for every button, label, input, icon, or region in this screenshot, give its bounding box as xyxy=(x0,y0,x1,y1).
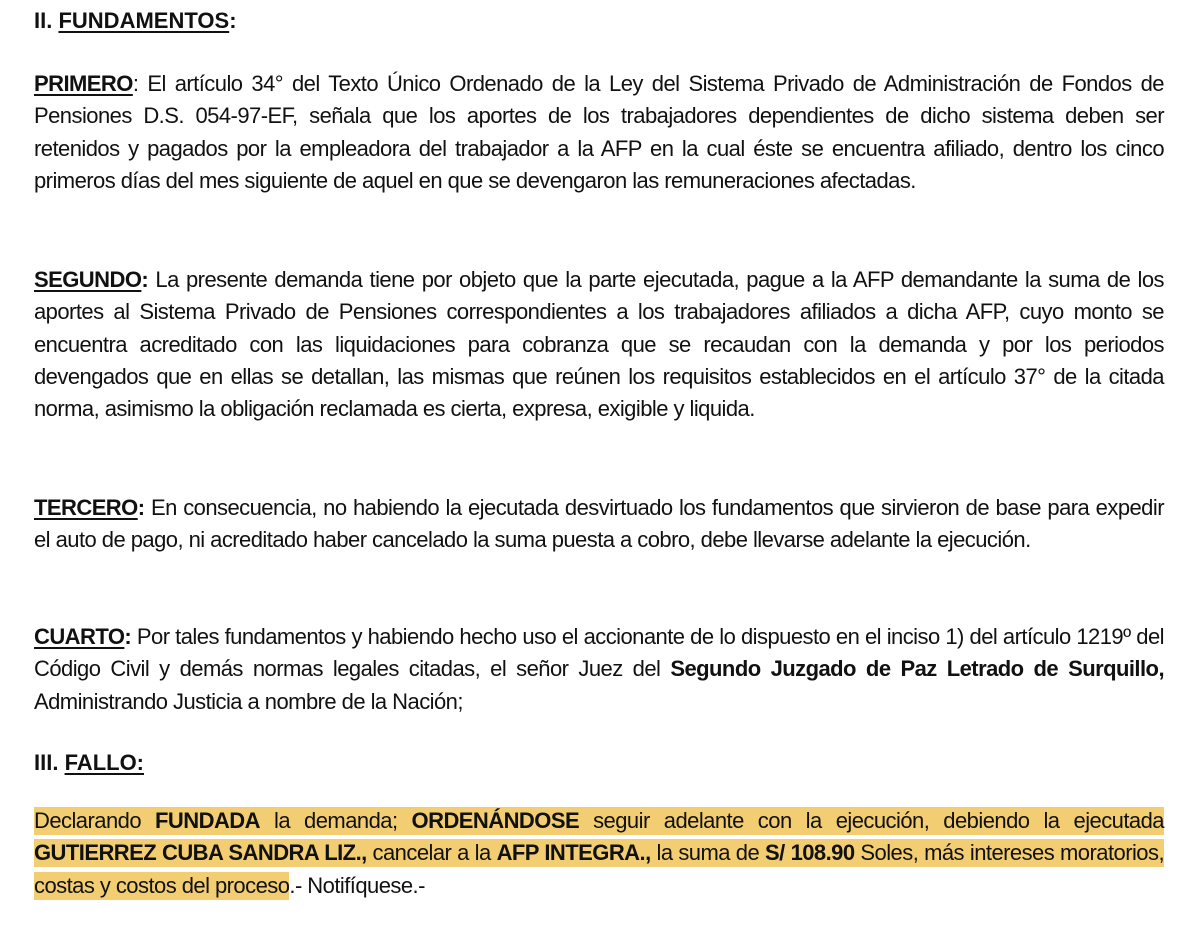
section-heading-fundamentos xyxy=(34,4,237,37)
paragraph-colon: : xyxy=(141,267,149,292)
section-colon: : xyxy=(229,8,237,33)
paragraph-lead: TERCERO xyxy=(34,495,138,520)
ruling-defendant: GUTIERREZ CUBA SANDRA LIZ., xyxy=(34,840,367,866)
paragraph-lead: SEGUNDO xyxy=(34,267,142,292)
ruling-fundada: FUNDADA xyxy=(155,808,260,833)
ruling-amount: S/ 108.90 xyxy=(765,840,855,866)
paragraph-colon: : xyxy=(137,495,145,520)
paragraph-text-end: Administrando Justicia a nombre de la Nación; xyxy=(34,688,463,714)
ruling-text: Soles, más intereses moratorios, costas y costos del proceso xyxy=(34,840,1165,898)
court-name: Segundo Juzgado de Paz Letrado de Surquillo, xyxy=(670,656,1165,682)
ruling-notifiquese: .- Notifíquese.- xyxy=(289,872,425,898)
ruling-text: seguir adelante con la ejecución, debiendo la ejecutada xyxy=(579,808,1164,833)
ruling-text: Declarando xyxy=(34,808,156,833)
paragraph-lead: CUARTO xyxy=(34,624,125,649)
paragraph-text: Por tales fundamentos y habiendo hecho uso el accionante de lo dispuesto en el inciso 1) del artículo 1219º del Código Civil y demás normas legales citadas, el señor Juez del xyxy=(34,624,1164,682)
highlighted-ruling xyxy=(34,807,1164,900)
ruling-ordenandose: ORDENÁNDOSE xyxy=(411,808,580,833)
ruling-afp: AFP INTEGRA., xyxy=(496,840,651,866)
section-title: FUNDAMENTOS xyxy=(58,8,230,33)
paragraph-text: En consecuencia, no habiendo la ejecutada desvirtuado los fundamentos que sirvieron de base para expedir el auto de pago, ni acreditado haber cancelado la suma puesta a cobro, debe llevarse adelante la ejecución. xyxy=(34,495,1164,553)
section-title: FALLO: xyxy=(64,750,145,775)
section-number: III. xyxy=(34,750,59,775)
section-heading-fallo xyxy=(34,746,144,779)
paragraph-tercero xyxy=(34,492,1164,557)
paragraph-segundo xyxy=(34,264,1164,425)
paragraph-colon: : xyxy=(124,624,132,649)
ruling-text: cancelar a la xyxy=(366,840,497,866)
paragraph-text: : El artículo 34° del Texto Único Ordenado de la Ley del Sistema Privado de Administración de Fondos de Pensiones D.S. 054-97-EF, señala que los aportes de los trabajadores dependientes de dicho sistema deben ser retenidos y pagados por la empleadora del trabajador a la AFP en la cual éste se encuentra afiliado, dentro los cinco primeros días del mes siguiente de aquel en que se devengaron las remuneraciones afectadas. xyxy=(34,71,1164,193)
paragraph-primero xyxy=(34,68,1164,197)
paragraph-text: La presente demanda tiene por objeto que la parte ejecutada, pague a la AFP demandante la suma de los aportes al Sistema Privado de Pensiones correspondientes a los trabajadores afiliados a dicha AFP, cuyo monto se encuentra acreditado con las liquidaciones para cobranza que se recaudan con la demanda y por los periodos devengados que en ellas se detallan, las mismas que reúnen los requisitos establecidos en el artículo 37° de la citada norma, asimismo la obligación reclamada es cierta, expresa, exigible y liquida. xyxy=(34,267,1164,422)
ruling-text: la suma de xyxy=(650,840,766,866)
paragraph-lead: PRIMERO xyxy=(34,71,133,96)
ruling-text: la demanda; xyxy=(259,808,412,833)
section-number: II. xyxy=(34,8,53,33)
paragraph-cuarto xyxy=(34,621,1164,718)
paragraph-fallo xyxy=(34,805,1164,902)
